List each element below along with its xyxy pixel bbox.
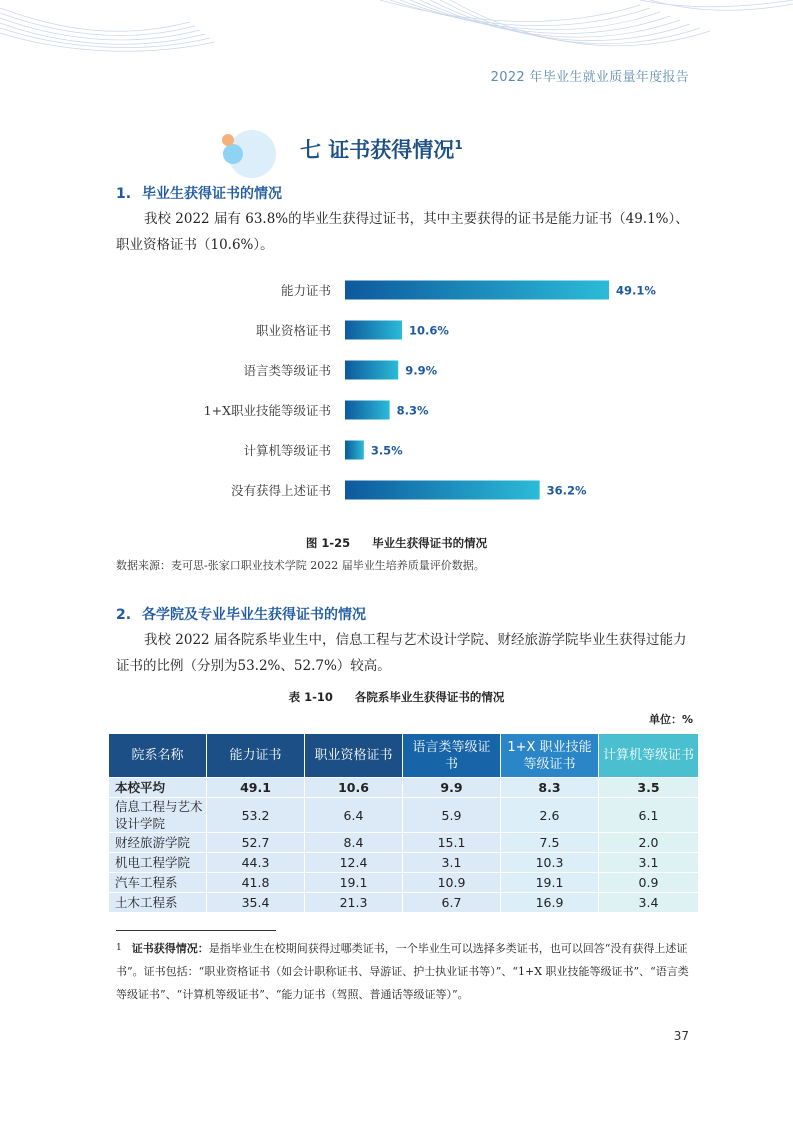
table-cell-value: 7.5 — [501, 833, 599, 853]
page-number: 37 — [673, 1029, 689, 1043]
bar-category-label-1: 职业资格证书 — [255, 323, 331, 338]
table-cell-value: 16.9 — [501, 893, 599, 913]
table-cell-department: 机电工程学院 — [109, 853, 207, 873]
table-cell-value: 49.1 — [207, 778, 305, 798]
figure-caption: 图 1-25 毕业生获得证书的情况 — [305, 536, 488, 550]
table-cell-value: 19.1 — [305, 873, 403, 893]
table-cell-value: 52.7 — [207, 833, 305, 853]
table-header-row — [109, 734, 699, 778]
table-cell-value: 8.4 — [305, 833, 403, 853]
table-cell-value: 19.1 — [501, 873, 599, 893]
table-cell-value: 9.9 — [403, 778, 501, 798]
bar-category-label-3: 1+X职业技能等级证书 — [203, 403, 331, 418]
table-cell-value: 53.2 — [207, 798, 305, 833]
section-heading — [218, 128, 578, 188]
table-row — [109, 873, 699, 893]
section-title: 七 证书获得情况$^1$ — [300, 138, 463, 162]
table-caption: 表 1-10 各院系毕业生获得证书的情况 — [288, 690, 505, 704]
bar-4 — [345, 441, 364, 460]
table-cell-value: 5.9 — [403, 798, 501, 833]
table-cell-value: 21.3 — [305, 893, 403, 913]
subsection-1-heading: 1. 毕业生获得证书的情况 — [116, 186, 282, 202]
table-cell-value: 6.4 — [305, 798, 403, 833]
bar-1 — [345, 321, 402, 340]
table-header-5: 计算机等级证书 — [599, 734, 699, 778]
bar-value-label-1: 10.6% — [408, 323, 449, 338]
table-header-0: 院系名称 — [109, 734, 207, 778]
table-cell-department: 土木工程系 — [109, 893, 207, 913]
bar-value-label-2: 9.9% — [405, 363, 438, 378]
subsection-1-paragraph: 我校 2022 届有 63.8%的毕业生获得过证书，其中主要获得的证书是能力证书（49.1%）、职业资格证书（10.6%）。 — [116, 211, 689, 253]
bar-category-label-5: 没有获得上述证书 — [230, 483, 331, 498]
footnote: 1 证书获得情况：是指毕业生在校期间获得过哪类证书，一个毕业生可以选择多类证书，也可以回答“没有获得上述证书”。证书包括：“职业资格证书（如会计职称证书、导游证、护士执业证书等）”、“1+X 职业技能等级证书”、“语言类等级证书”、“计算机等级证书”、“能力证书（驾照、普通话等级证等）”。 — [116, 942, 689, 1001]
bar-category-label-0: 能力证书 — [280, 283, 331, 298]
table-cell-value: 3.5 — [599, 778, 699, 798]
table-cell-value: 41.8 — [207, 873, 305, 893]
table-row — [109, 798, 699, 833]
table-cell-value: 2.0 — [599, 833, 699, 853]
bubble-icon — [218, 128, 288, 188]
table-row — [109, 893, 699, 913]
bar-2 — [345, 361, 398, 380]
chart-svg — [0, 270, 793, 510]
department-certificate-table — [108, 733, 699, 913]
table-cell-value: 6.7 — [403, 893, 501, 913]
table-cell-value: 0.9 — [599, 873, 699, 893]
bar-5 — [345, 481, 540, 500]
table-cell-department: 信息工程与艺术设计学院 — [109, 798, 207, 833]
table-cell-value: 12.4 — [305, 853, 403, 873]
table-cell-value: 10.6 — [305, 778, 403, 798]
running-header: 2022 年毕业生就业质量年度报告 — [490, 70, 689, 85]
table-cell-department: 本校平均 — [109, 778, 207, 798]
table-cell-value: 15.1 — [403, 833, 501, 853]
table-cell-value: 35.4 — [207, 893, 305, 913]
table-cell-value: 10.9 — [403, 873, 501, 893]
table-header-1: 能力证书 — [207, 734, 305, 778]
figure-source: 数据来源：麦可思-张家口职业技术学院 2022 届毕业生培养质量评价数据。 — [116, 559, 485, 572]
table-cell-department: 财经旅游学院 — [109, 833, 207, 853]
footnote-ref: 1 — [454, 138, 463, 152]
bar-value-label-0: 49.1% — [616, 283, 656, 298]
table-row — [109, 833, 699, 853]
table-header-3: 语言类等级证书 — [403, 734, 501, 778]
subsection-2-heading: 2. 各学院及专业毕业生获得证书的情况 — [116, 607, 366, 623]
table-cell-value: 2.6 — [501, 798, 599, 833]
decorative-wave-lines — [0, 0, 793, 60]
table-cell-value: 6.1 — [599, 798, 699, 833]
bar-value-label-3: 8.3% — [396, 403, 429, 418]
bar-3 — [345, 401, 390, 420]
table-cell-value: 3.1 — [403, 853, 501, 873]
table-cell-value: 3.4 — [599, 893, 699, 913]
bar-category-label-2: 语言类等级证书 — [243, 363, 331, 378]
table-header-4: 1+X 职业技能等级证书 — [501, 734, 599, 778]
table-header-2: 职业资格证书 — [305, 734, 403, 778]
bar-category-label-4: 计算机等级证书 — [243, 443, 331, 458]
table-cell-value: 10.3 — [501, 853, 599, 873]
certificate-bar-chart — [0, 270, 793, 510]
subsection-2-paragraph: 我校 2022 届各院系毕业生中，信息工程与艺术设计学院、财经旅游学院毕业生获得过能力证书的比例（分别为53.2%、52.7%）较高。 — [116, 632, 687, 674]
bar-0 — [345, 281, 609, 300]
bar-value-label-5: 36.2% — [546, 483, 587, 498]
table-cell-value: 44.3 — [207, 853, 305, 873]
footnote-divider — [116, 930, 276, 931]
table-cell-department: 汽车工程系 — [109, 873, 207, 893]
bar-value-label-4: 3.5% — [370, 443, 403, 458]
table-cell-value: 8.3 — [501, 778, 599, 798]
table-unit: 单位：% — [648, 713, 693, 726]
table-row — [109, 778, 699, 798]
table-row — [109, 853, 699, 873]
table-cell-value: 3.1 — [599, 853, 699, 873]
